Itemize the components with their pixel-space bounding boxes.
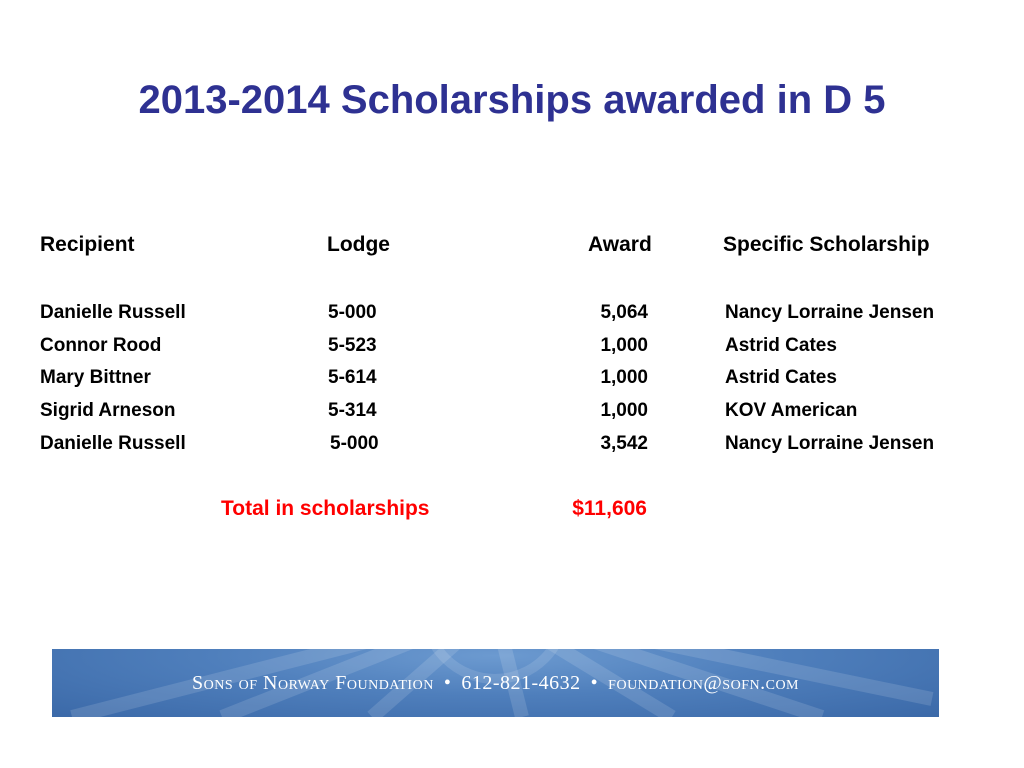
row-2-scholarship: Astrid Cates <box>725 335 837 356</box>
row-4-award: 1,000 <box>600 400 648 421</box>
row-2-award: 1,000 <box>600 335 648 356</box>
header-recipient: Recipient <box>40 233 135 256</box>
foundation-banner <box>52 649 939 717</box>
banner-separator-2: • <box>590 672 599 694</box>
banner-email: foundation@sofn.com <box>608 672 799 694</box>
row-3-scholarship: Astrid Cates <box>725 367 837 388</box>
row-1-recipient: Danielle Russell <box>40 302 186 323</box>
row-2-lodge: 5-523 <box>328 335 377 356</box>
row-5-recipient: Danielle Russell <box>40 433 186 454</box>
row-3-lodge: 5-614 <box>328 367 377 388</box>
row-1-scholarship: Nancy Lorraine Jensen <box>725 302 935 323</box>
row-3-award: 1,000 <box>600 367 648 388</box>
row-3-recipient: Mary Bittner <box>40 367 151 388</box>
row-4-lodge: 5-314 <box>328 400 377 421</box>
row-4-recipient: Sigrid Arneson <box>40 400 176 421</box>
row-1-lodge: 5-000 <box>328 302 377 323</box>
banner-org-name: Sons of Norway Foundation <box>192 672 434 694</box>
banner-contact-line <box>52 649 939 717</box>
banner-phone: 612-821-4632 <box>461 672 581 694</box>
header-award: Award <box>588 233 652 256</box>
total-value: $11,606 <box>572 497 647 520</box>
row-5-award: 3,542 <box>600 433 648 454</box>
banner-separator-1: • <box>443 672 452 694</box>
row-2-recipient: Connor Rood <box>40 335 162 356</box>
row-5-lodge: 5-000 <box>330 433 379 454</box>
header-scholarship: Specific Scholarship <box>723 233 930 256</box>
slide-title: 2013-2014 Scholarships awarded in D 5 <box>138 78 886 122</box>
header-lodge: Lodge <box>327 233 390 256</box>
total-label: Total in scholarships <box>221 497 430 520</box>
row-4-scholarship: KOV American <box>725 400 858 421</box>
row-5-scholarship: Nancy Lorraine Jensen <box>725 433 935 454</box>
row-1-award: 5,064 <box>600 302 648 323</box>
